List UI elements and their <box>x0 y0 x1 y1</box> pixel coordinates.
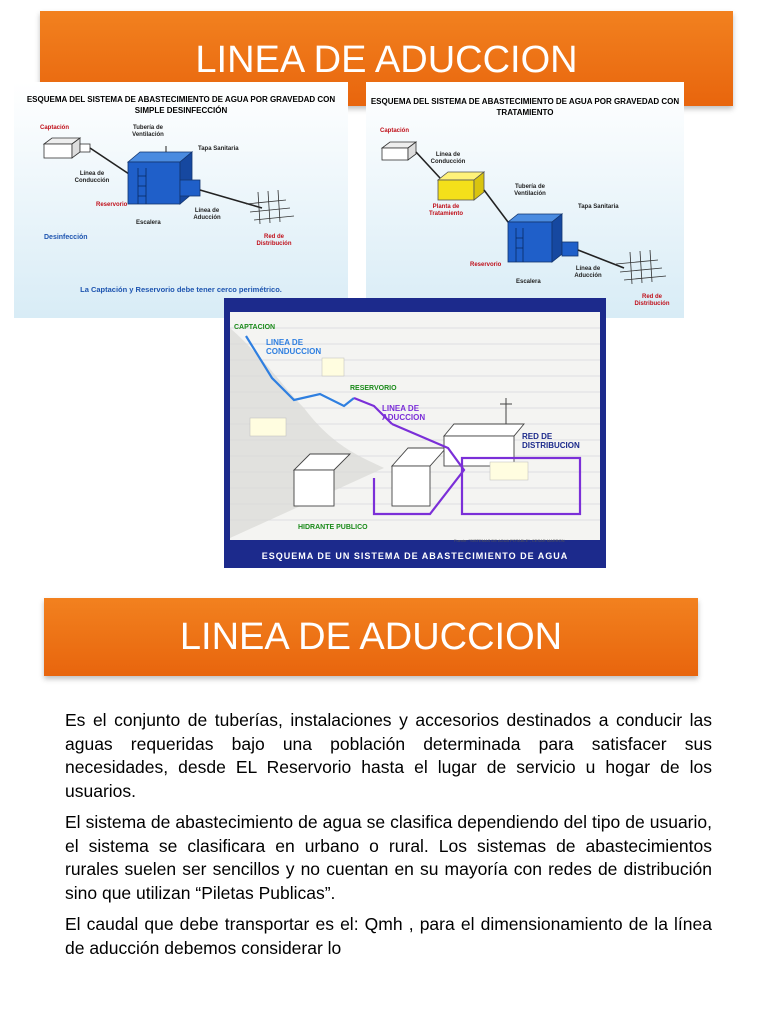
label-linea-conduccion: Línea de Conducción <box>74 171 110 184</box>
paragraph-definition: Es el conjunto de tuberías, instalaciones y accesorios destinados a conducir las aguas requeridas bajo una población determinada para satisfacer sus necesidades, desde EL Reservorio hasta el lugar de servicio u hogar de los usuarios. <box>65 710 712 801</box>
body-text <box>65 709 712 968</box>
page-title: LINEA DE ADUCCION <box>195 39 578 81</box>
paragraph-classification: El sistema de abastecimiento de agua se clasifica dependiendo del tipo de usuario, el sistema se clasificara en urbano o rural. Los sistemas de abastecimientos rurales suelen ser sencillos y no cuentan en su mayoría con redes de distribución sino que utilizan “Piletas Publicas”. <box>65 812 712 903</box>
label-captacion: Captación <box>380 128 410 134</box>
label-captacion: Captación <box>40 125 70 131</box>
label-linea-conduccion: LINEA DE CONDUCCION <box>266 338 322 356</box>
label-linea-aduccion: Línea de Aducción <box>193 208 221 221</box>
section-title-banner <box>44 598 698 676</box>
section-title: LINEA DE ADUCCION <box>179 615 563 658</box>
source-note: Fuente: "SISTEMAS DE AGUA POTABLE", CESAR MARRON <box>454 538 565 543</box>
label-hidrante-publico: HIDRANTE PUBLICO <box>298 524 368 531</box>
label-tuberia-ventilacion: Tubería de Ventilación <box>514 184 546 197</box>
label-reservorio: Reservorio <box>470 262 502 268</box>
diagram-title: ESQUEMA DEL SISTEMA DE ABASTECIMIENTO DE AGUA POR GRAVEDAD CON TRATAMIENTO <box>370 97 680 117</box>
label-tapa-sanitaria: Tapa Sanitaria <box>198 146 239 152</box>
label-captacion: CAPTACION <box>234 324 276 331</box>
label-escalera: Escalera <box>516 279 541 285</box>
diagram-simple-disinfection-art <box>14 82 348 318</box>
paragraph-flow: El caudal que debe transportar es el: Qmh , para el dimensionamiento de la línea de aducción debemos considerar lo <box>65 914 712 958</box>
label-escalera: Escalera <box>136 220 161 226</box>
diagram-treatment <box>366 82 684 318</box>
label-linea-aduccion: LINEA DE ADUCCION <box>382 404 426 422</box>
label-linea-conduccion: Línea de Conducción <box>430 152 466 165</box>
water-supply-sketch <box>224 298 606 568</box>
label-linea-aduccion: Línea de Aducción <box>574 266 602 279</box>
label-desinfeccion: Desinfección <box>44 234 88 241</box>
diagram-title: ESQUEMA DEL SISTEMA DE ABASTECIMIENTO DE AGUA POR GRAVEDAD CON SIMPLE DESINFECCIÓN <box>26 95 336 115</box>
label-reservorio: Reservorio <box>96 202 128 208</box>
diagram-simple-disinfection <box>14 82 348 318</box>
label-red-distribucion: Red de Distribución <box>634 294 670 307</box>
label-planta-tratamiento: Planta de Tratamiento <box>428 204 463 217</box>
label-red-distribucion: RED DE DISTRIBUCION <box>522 432 580 450</box>
label-reservorio: RESERVORIO <box>350 385 397 392</box>
label-red-distribucion: Red de Distribución <box>256 234 292 247</box>
label-tapa-sanitaria: Tapa Sanitaria <box>578 204 619 210</box>
diagram-caption: La Captación y Reservorio debe tener cerco perimétrico. <box>80 285 282 294</box>
label-tuberia-ventilacion: Tubería de Ventilación <box>132 125 164 138</box>
sketch-caption: ESQUEMA DE UN SISTEMA DE ABASTECIMIENTO DE AGUA <box>261 551 569 561</box>
